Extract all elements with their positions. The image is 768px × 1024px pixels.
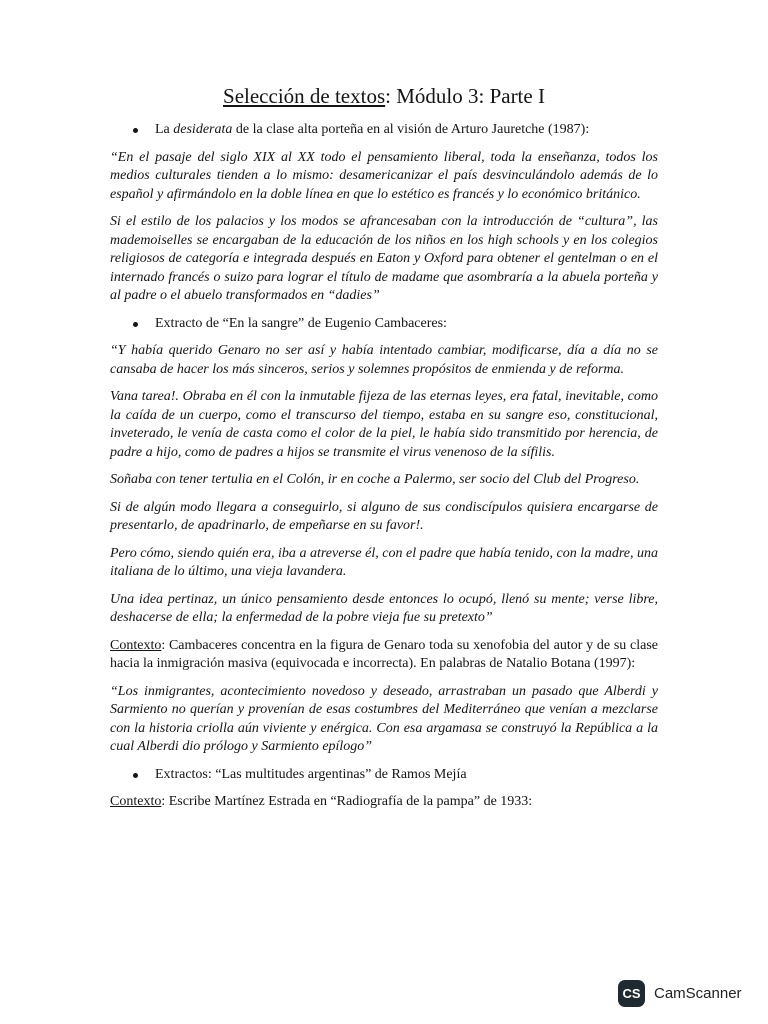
quote-paragraph: Pero cómo, siendo quién era, iba a atreverse él, con el padre que había tenido, con la madre, una italiana de lo último, una vieja lavandera.: [110, 545, 658, 580]
bullet-item-cambaceres: Extracto de “En la sangre” de Eugenio Cambaceres:: [110, 315, 658, 334]
quote-paragraph: Vana tarea!. Obraba en él con la inmutable fijeza de las eternas leyes, era fatal, inevitable, como la caída de un cuerpo, como el transcurso del tiempo, estaba en su sangre eso, constitucional, inveterado, le venía de casta como el color de la piel, le había sido transmitido por herencia, de padre a hijo, como de padres a hijos se transmite el virus venenoso de la sífilis.: [110, 389, 658, 460]
bullet-dot: [133, 773, 138, 778]
bullet-dot: [133, 322, 138, 327]
quote-paragraph: “En el pasaje del siglo XIX al XX todo el pensamiento liberal, toda la enseñanza, todos los medios culturales tienden a lo mismo: desamericanizar el país desvinculándolo además de lo español y afirmándolo en la doble línea en que lo estético es francés y lo económico británico.: [110, 149, 658, 202]
camscanner-label: CamScanner: [654, 985, 742, 1002]
bullet-dot: [133, 128, 138, 133]
camscanner-watermark: [618, 980, 742, 1007]
title-rest: : Módulo 3: Parte I: [385, 84, 545, 108]
context-label: Contexto: [110, 637, 162, 653]
bullet-item-ramos-mejia: Extractos: “Las multitudes argentinas” de Ramos Mejía: [110, 766, 658, 785]
italic-term: desiderata: [173, 122, 233, 138]
quote-paragraph: “Y había querido Genaro no ser así y había intentado cambiar, modificarse, día a día no se cansaba de hacer los más sinceros, serios y solemnes propósitos de enmienda y de reforma.: [110, 343, 658, 377]
document-page: [110, 84, 658, 821]
context-paragraph: Contexto: Cambaceres concentra en la figura de Genaro toda su xenofobia del autor y de su clase hacia la inmigración masiva (equivocada e incorrecta). En palabras de Natalio Botana (1997):: [110, 637, 658, 672]
quote-paragraph: Soñaba con tener tertulia en el Colón, ir en coche a Palermo, ser socio del Club del Progreso.: [110, 472, 640, 488]
context-paragraph: Contexto: Escribe Martínez Estrada en “Radiografía de la pampa” de 1933:: [110, 794, 533, 810]
quote-paragraph: Una idea pertinaz, un único pensamiento desde entonces lo ocupó, llenó su mente; verse libre, deshacerse de ella; la enfermedad de la pobre vieja fue su pretexto”: [110, 591, 658, 626]
camscanner-logo-icon: CS: [618, 980, 645, 1007]
title-underlined: Selección de textos: [223, 84, 386, 108]
quote-paragraph: “Los inmigrantes, acontecimiento novedoso y deseado, arrastraban un pasado que Alberdi y Sarmiento no querían y provenían de esas costumbres del Mediterráneo que venían a mezclarse con la historia criolla aún viviente y enérgica. Con esa argamasa se construyó la República a la cual Alberdi dio prólogo y Sarmiento epílogo”: [110, 683, 658, 755]
bullet-item-jauretche: La desiderata de la clase alta porteña en al visión de Arturo Jauretche (1987):: [110, 121, 658, 140]
page-title: [110, 84, 658, 109]
context-label: Contexto: [110, 794, 162, 810]
quote-paragraph: Si de algún modo llegara a conseguirlo, si alguno de sus condiscípulos quisiera encargarse de presentarlo, de apadrinarlo, de empeñarse en su favor!.: [110, 499, 658, 534]
quote-paragraph: Si el estilo de los palacios y los modos se afrancesaban con la introducción de “cultura”, las mademoiselles se encargaban de la educación de los niños en los high schools y en los colegios religiosos de categoría e integrada después en Eaton y Oxford para obtener el gentelman o en el internado francés o suizo para lograr el título de madame que asombraría a la abuela porteña y al padre o el abuelo transformados en “dadies”: [110, 214, 658, 304]
